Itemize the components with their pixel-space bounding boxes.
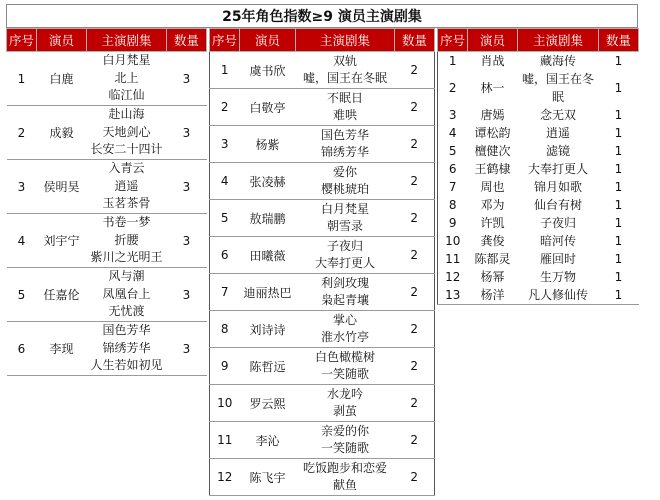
drama-title: 仙台有树 (533, 198, 582, 212)
header-count: 数量 (599, 29, 639, 52)
table-row (438, 214, 639, 232)
drama-title: 白月梵星 (320, 201, 369, 216)
row-index: 2 (448, 81, 457, 95)
drama-title: 白月梵星 (102, 53, 151, 68)
drama-list (87, 322, 167, 376)
actor-name: 刘诗诗 (240, 311, 296, 348)
drama-title: 玉茗茶骨 (102, 196, 151, 211)
drama-title: 入青云 (108, 161, 145, 176)
drama-title: 无忧渡 (108, 304, 145, 319)
drama-count: 3 (167, 106, 207, 160)
actor-name: 成毅 (37, 106, 87, 160)
drama-count: 2 (395, 163, 435, 200)
row-index: 12 (210, 459, 240, 496)
drama-list (296, 163, 395, 200)
actor-name: 田曦薇 (240, 237, 296, 274)
row-index: 3 (448, 108, 457, 122)
table-row (7, 52, 207, 106)
actor-name: 李沁 (240, 422, 296, 459)
drama-list (296, 422, 395, 459)
actor-name: 陈哲远 (240, 348, 296, 385)
drama-title: 大奉打更人 (527, 162, 588, 176)
drama-title: 利剑玫瑰 (320, 275, 369, 290)
drama-title: 人生若如初见 (90, 358, 163, 373)
actor-name: 陈飞宇 (240, 459, 296, 496)
row-index: 7 (448, 180, 457, 194)
drama-list (87, 268, 167, 322)
actor-name: 许凯 (480, 216, 505, 230)
drama-title: 长安二十四计 (90, 142, 163, 157)
actor-name: 罗云熙 (240, 385, 296, 422)
drama-count: 3 (167, 268, 207, 322)
row-index: 3 (7, 160, 37, 214)
table-row (7, 322, 207, 376)
drama-list (296, 311, 395, 348)
drama-count: 2 (395, 89, 435, 126)
drama-title: 嘘，国王在冬眠 (302, 71, 387, 85)
row-index: 10 (210, 385, 240, 422)
drama-title: 锦绣芳华 (320, 145, 369, 159)
actor-name: 杨洋 (468, 286, 518, 305)
actors-2-dramas-table (209, 28, 435, 496)
drama-count: 3 (167, 214, 207, 268)
table-row (210, 274, 435, 311)
drama-count: 2 (395, 237, 435, 274)
row-index: 3 (210, 126, 240, 163)
table-row (7, 214, 207, 268)
drama-count: 3 (167, 52, 207, 106)
table-row (210, 422, 435, 459)
row-index: 11 (210, 422, 240, 459)
table-row (438, 52, 639, 71)
row-index: 7 (210, 274, 240, 311)
drama-count: 1 (599, 286, 639, 305)
row-index: 4 (210, 163, 240, 200)
drama-title: 爱你 (332, 164, 357, 179)
drama-count: 1 (614, 180, 623, 194)
drama-count: 1 (614, 216, 623, 230)
row-index: 6 (7, 322, 37, 376)
drama-list (296, 237, 395, 274)
row-index: 6 (210, 237, 240, 274)
table-row (210, 163, 435, 200)
drama-count: 1 (614, 108, 623, 122)
drama-list (296, 126, 395, 163)
drama-list (87, 160, 167, 214)
drama-title: 一笑随歌 (320, 367, 369, 381)
table-row (210, 89, 435, 126)
row-index: 12 (445, 270, 461, 284)
table-row (438, 286, 639, 305)
drama-title: 折腰 (114, 232, 139, 247)
drama-count: 1 (614, 198, 623, 212)
actors-1-drama-table (437, 28, 639, 305)
drama-count: 2 (395, 385, 435, 422)
actor-name: 杨紫 (240, 126, 296, 163)
actor-name: 白敬亭 (240, 89, 296, 126)
actor-name: 杨幂 (480, 270, 505, 284)
table-row (438, 106, 639, 124)
table-header-row (7, 29, 207, 52)
drama-title: 嘘，国王在冬眠 (521, 72, 594, 104)
actor-name: 王鹤棣 (474, 162, 511, 176)
drama-list (296, 348, 395, 385)
drama-count: 2 (395, 422, 435, 459)
actor-name: 陈都灵 (474, 252, 511, 266)
table-row (210, 311, 435, 348)
drama-title: 天地剑心 (102, 124, 151, 139)
drama-count: 2 (395, 52, 435, 89)
drama-title: 朝雪录 (326, 219, 363, 233)
actor-name: 迪丽热巴 (240, 274, 296, 311)
row-index: 2 (210, 89, 240, 126)
drama-title: 大奉打更人 (314, 256, 375, 270)
table-row (438, 70, 639, 106)
table-row (438, 124, 639, 142)
row-index: 5 (448, 144, 457, 158)
table-row (210, 459, 435, 496)
drama-title: 不眠日 (326, 90, 363, 105)
drama-count: 2 (395, 311, 435, 348)
table-row (438, 178, 639, 196)
drama-title: 书卷一梦 (102, 215, 151, 230)
actor-name: 刘宇宁 (37, 214, 87, 268)
row-index: 1 (448, 54, 457, 68)
actor-name: 唐嫣 (480, 108, 505, 122)
row-index: 11 (445, 252, 461, 266)
drama-count: 2 (395, 200, 435, 237)
drama-title: 念无双 (539, 108, 576, 122)
drama-list (87, 106, 167, 160)
header-actor: 演员 (240, 29, 296, 52)
actor-name: 张凌赫 (240, 163, 296, 200)
drama-title: 掌心 (332, 312, 357, 327)
drama-title: 樱桃琥珀 (320, 182, 369, 196)
drama-count: 1 (614, 144, 623, 158)
drama-title: 国色芳华 (320, 127, 369, 142)
drama-count: 1 (614, 54, 623, 68)
header-dramas: 主演剧集 (296, 29, 395, 52)
table-row (438, 232, 639, 250)
row-index: 4 (448, 126, 457, 140)
drama-list (296, 274, 395, 311)
header-count: 数量 (395, 29, 435, 52)
header-actor: 演员 (37, 29, 87, 52)
drama-count: 2 (395, 274, 435, 311)
drama-count: 1 (614, 270, 623, 284)
header-index: 序号 (438, 29, 468, 52)
actor-name: 檀健次 (474, 144, 511, 158)
drama-title: 风与潮 (108, 269, 145, 284)
table-header-row (438, 29, 639, 52)
row-index: 1 (7, 52, 37, 106)
drama-count: 2 (395, 348, 435, 385)
page-title: 25年角色指数≥9 演员主演剧集 (6, 4, 638, 28)
drama-title: 锦绣芳华 (102, 340, 151, 355)
drama-title: 暗河传 (539, 234, 576, 248)
drama-title: 滤镜 (545, 144, 570, 158)
table-row (210, 52, 435, 89)
drama-title: 紫川之光明王 (90, 250, 163, 265)
row-index: 13 (438, 286, 468, 305)
actor-name: 白鹿 (37, 52, 87, 106)
actor-name: 周也 (480, 180, 505, 194)
drama-count: 1 (614, 252, 623, 266)
table-row (7, 268, 207, 322)
table-row (210, 348, 435, 385)
drama-count: 1 (614, 234, 623, 248)
actor-name: 龚俊 (480, 234, 505, 248)
table-row (438, 160, 639, 178)
drama-list (87, 52, 167, 106)
row-index: 5 (7, 268, 37, 322)
drama-title: 难哄 (332, 108, 357, 122)
drama-list (296, 89, 395, 126)
actor-name: 敖瑞鹏 (240, 200, 296, 237)
actor-name: 侯明昊 (37, 160, 87, 214)
header-index: 序号 (210, 29, 240, 52)
drama-count: 2 (395, 126, 435, 163)
drama-title: 淮水竹亭 (320, 330, 369, 344)
row-index: 8 (448, 198, 457, 212)
header-dramas: 主演剧集 (87, 29, 167, 52)
row-index: 5 (210, 200, 240, 237)
drama-count: 2 (395, 459, 435, 496)
drama-count: 3 (167, 322, 207, 376)
table-row (438, 196, 639, 214)
actor-name: 李现 (37, 322, 87, 376)
table-row (438, 250, 639, 268)
drama-title: 子夜归 (539, 216, 576, 230)
actor-name: 虞书欣 (240, 52, 296, 89)
table-header-row (210, 29, 435, 52)
actor-name: 林一 (480, 81, 505, 95)
row-index: 4 (7, 214, 37, 268)
drama-title: 临江仙 (108, 88, 145, 103)
header-index: 序号 (7, 29, 37, 52)
header-dramas: 主演剧集 (518, 29, 599, 52)
drama-count: 1 (614, 162, 623, 176)
row-index: 9 (210, 348, 240, 385)
table-row (7, 160, 207, 214)
drama-title: 赴山海 (108, 107, 145, 122)
drama-title: 子夜归 (326, 238, 363, 253)
header-count: 数量 (167, 29, 207, 52)
drama-count: 3 (167, 160, 207, 214)
table-row (438, 268, 639, 286)
drama-list (296, 200, 395, 237)
table-row (7, 106, 207, 160)
drama-title: 逍遥 (114, 178, 139, 193)
drama-title: 锦月如歌 (533, 180, 582, 194)
drama-title: 水龙吟 (326, 386, 363, 401)
drama-list (296, 385, 395, 422)
drama-title: 白色橄榄树 (314, 349, 375, 364)
drama-title: 献鱼 (332, 478, 357, 492)
row-index: 8 (210, 311, 240, 348)
actor-name: 邓为 (480, 198, 505, 212)
actor-name: 肖战 (480, 54, 505, 68)
actors-3-dramas-table (6, 28, 207, 376)
row-index: 6 (448, 162, 457, 176)
row-index: 9 (448, 216, 457, 230)
drama-title: 国色芳华 (102, 323, 151, 338)
drama-title: 凡人修仙传 (518, 286, 599, 305)
drama-title: 藏海传 (539, 54, 576, 68)
drama-title: 亲爱的你 (320, 423, 369, 438)
table-row (438, 142, 639, 160)
drama-list (296, 52, 395, 89)
drama-list (296, 459, 395, 496)
table-row (210, 385, 435, 422)
table-row (210, 200, 435, 237)
drama-title: 生万物 (539, 270, 576, 284)
drama-title: 一笑随歌 (320, 441, 369, 455)
drama-title: 北上 (114, 70, 139, 85)
drama-title: 双轨 (332, 53, 357, 68)
table-row (210, 126, 435, 163)
actor-name: 任嘉伦 (37, 268, 87, 322)
drama-title: 逍遥 (545, 126, 570, 140)
actor-name: 谭松韵 (474, 126, 511, 140)
header-actor: 演员 (468, 29, 518, 52)
table-row (210, 237, 435, 274)
drama-count: 1 (614, 126, 623, 140)
drama-title: 吃饭跑步和恋爱 (302, 460, 387, 475)
drama-title: 雁回时 (539, 252, 576, 266)
drama-title: 凤凰台上 (102, 286, 151, 301)
row-index: 2 (7, 106, 37, 160)
drama-title: 枭起青壤 (320, 293, 369, 307)
drama-count: 1 (614, 81, 623, 95)
drama-list (87, 214, 167, 268)
row-index: 1 (210, 52, 240, 89)
drama-title: 剥茧 (332, 404, 357, 418)
row-index: 10 (445, 234, 461, 248)
